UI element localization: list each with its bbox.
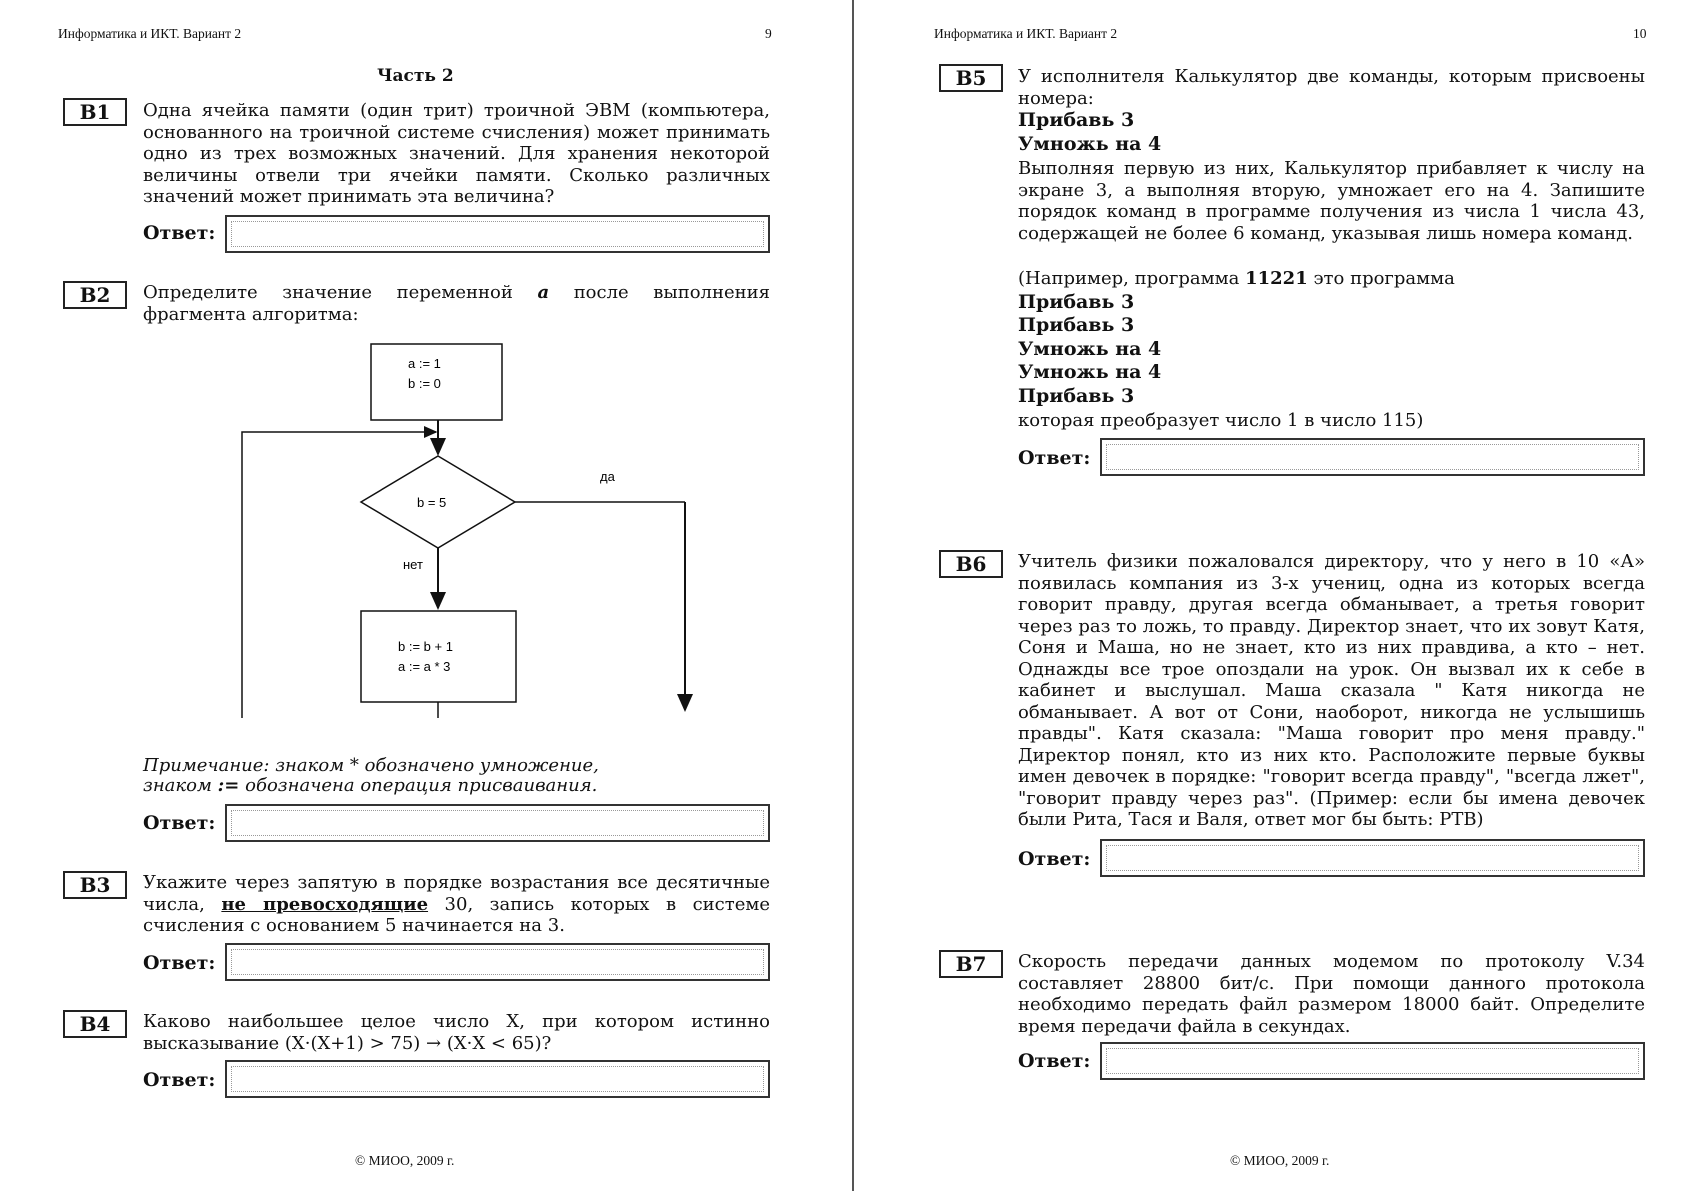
answer-label-b3: Ответ:	[143, 952, 216, 974]
left-footer: © МИОО, 2009 г.	[355, 1153, 455, 1168]
left-header-title: Информатика и ИКТ. Вариант 2	[58, 26, 242, 41]
right-page	[856, 0, 1708, 1191]
task-label-b2: B2	[63, 281, 127, 309]
answer-field-b6[interactable]	[1100, 839, 1645, 877]
b2-variable: a	[537, 282, 550, 303]
b5-example-number: 11221	[1245, 268, 1308, 289]
b5-cmd2: Умножь на 4	[1018, 133, 1162, 155]
b5-cmd1: Прибавь 3	[1018, 109, 1135, 131]
b3-text-emphasis: не превосходящие	[221, 893, 429, 915]
flow-body-line2: a := a * 3	[398, 659, 451, 674]
b3-text-a: Укажите через запятую в порядке возрастания все десятичные числа,	[143, 872, 770, 915]
b5-example-a: (Например, программа	[1018, 268, 1240, 289]
page-divider	[852, 0, 854, 1191]
task-label-b7: B7	[939, 950, 1003, 978]
answer-field-b4[interactable]	[225, 1060, 770, 1098]
part-title: Часть 2	[377, 66, 454, 86]
b5-example-cmd: Прибавь 3	[1018, 385, 1135, 407]
b2-note-line2-a: знаком	[143, 775, 212, 796]
answer-field-b5[interactable]	[1100, 438, 1645, 476]
task-label-b3: B3	[63, 871, 127, 899]
answer-field-b1[interactable]	[225, 215, 770, 253]
flow-yes-label: да	[600, 469, 615, 484]
task-label-b1: B1	[63, 98, 127, 126]
answer-label-b2: Ответ:	[143, 812, 216, 834]
flow-body-line1: b := b + 1	[398, 639, 453, 654]
b5-example-cmd: Умножь на 4	[1018, 361, 1162, 383]
right-footer: © МИОО, 2009 г.	[1230, 1153, 1330, 1168]
b5-example-end: которая преобразует число 1 в число 115)	[1018, 410, 1424, 431]
b2-note-operator: :=	[217, 775, 240, 796]
b5-example-cmd: Прибавь 3	[1018, 291, 1135, 313]
flow-init-line2: b := 0	[408, 376, 441, 391]
b3-text-b: 30, запись которых в системе счисления с основанием 5 начинается на 3.	[143, 893, 771, 936]
answer-label-b5: Ответ:	[1018, 447, 1091, 469]
answer-label-b7: Ответ:	[1018, 1050, 1091, 1072]
answer-label-b1: Ответ:	[143, 222, 216, 244]
b2-text-before: Определите значение переменной	[143, 282, 513, 303]
task-label-b4: B4	[63, 1010, 127, 1038]
b5-example-line	[1018, 268, 1645, 290]
task-b7-text: Скорость передачи данных модемом по протоколу V.34 составляет 28800 бит/с. При помощи данного протокола необходимо передать файл размером 18000 байт. Определите время передачи файла в секундах.	[1018, 951, 1645, 1037]
task-label-b6: B6	[939, 550, 1003, 578]
left-page-number: 9	[765, 26, 772, 41]
answer-field-b7[interactable]	[1100, 1042, 1645, 1080]
task-b4-text: Каково наибольшее целое число X, при котором истинно высказывание (X·(X+1) > 75) → (X·X < 65)?	[143, 1011, 770, 1054]
b5-example-b: это программа	[1313, 268, 1455, 289]
flowchart	[230, 338, 700, 718]
answer-label-b4: Ответ:	[143, 1069, 216, 1091]
left-page	[0, 0, 852, 1191]
flow-no-label: нет	[403, 557, 423, 572]
b5-example-cmd: Умножь на 4	[1018, 338, 1162, 360]
b2-note-line2	[143, 776, 597, 796]
right-page-number: 10	[1633, 26, 1647, 41]
right-header-title: Информатика и ИКТ. Вариант 2	[934, 26, 1118, 41]
answer-label-b6: Ответ:	[1018, 848, 1091, 870]
flow-body-block	[361, 611, 516, 702]
task-b5-intro: У исполнителя Калькулятор две команды, которым присвоены номера:	[1018, 66, 1645, 109]
task-b3-text	[143, 872, 770, 937]
task-label-b5: B5	[939, 64, 1003, 92]
task-b2-text	[143, 282, 770, 325]
task-b6-text: Учитель физики пожаловался директору, что у него в 10 «А» появилась компания из 3-х учениц, одна из которых всегда говорит правду, другая всегда обманывает, а третья говорит через раз то ложь, то правду. Директор знает, что их зовут Катя, Соня и Маша, но не знает, кто из них правдива, а кто – нет. Однажды все трое опоздали на урок. Он вызвал их к себе в кабинет и выслушал. Маша сказала " Катя никогда не обманывает. А вот от Сони, наоборот, никогда не услышишь правды". Катя сказала: "Маша говорит про меня правду." Директор понял, кто из них кто. Расположите первые буквы имен девочек в порядке: "говорит всегда правду", "всегда лжет", "говорит правду через раз". (Пример: если бы имена девочек были Рита, Тася и Валя, ответ мог бы быть: РТВ)	[1018, 551, 1645, 830]
b2-note-line2-b: обозначена операция присваивания.	[245, 775, 598, 796]
b2-note-line1: Примечание: знаком * обозначено умножение,	[143, 755, 599, 776]
flow-condition-text: b = 5	[417, 495, 447, 510]
task-b5-text: Выполняя первую из них, Калькулятор прибавляет к числу на экране 3, а выполняя вторую, умножает его на 4. Запишите порядок команд в программе получения из числа 1 числа 43, содержащей не более 6 команд, указывая лишь номера команд.	[1018, 158, 1645, 244]
answer-field-b2[interactable]	[225, 804, 770, 842]
task-b1-text: Одна ячейка памяти (один трит) троичной ЭВМ (компьютера, основанного на троичной системе счисления) может принимать одно из трех возможных значений. Для хранения некоторой величины отвели три ячейки памяти. Сколько различных значений может принимать эта величина?	[143, 100, 770, 207]
answer-field-b3[interactable]	[225, 943, 770, 981]
b5-example-cmd: Прибавь 3	[1018, 314, 1135, 336]
b2-text-after: после выполнения фрагмента алгоритма:	[143, 282, 770, 325]
flow-init-line1: a := 1	[408, 356, 441, 371]
